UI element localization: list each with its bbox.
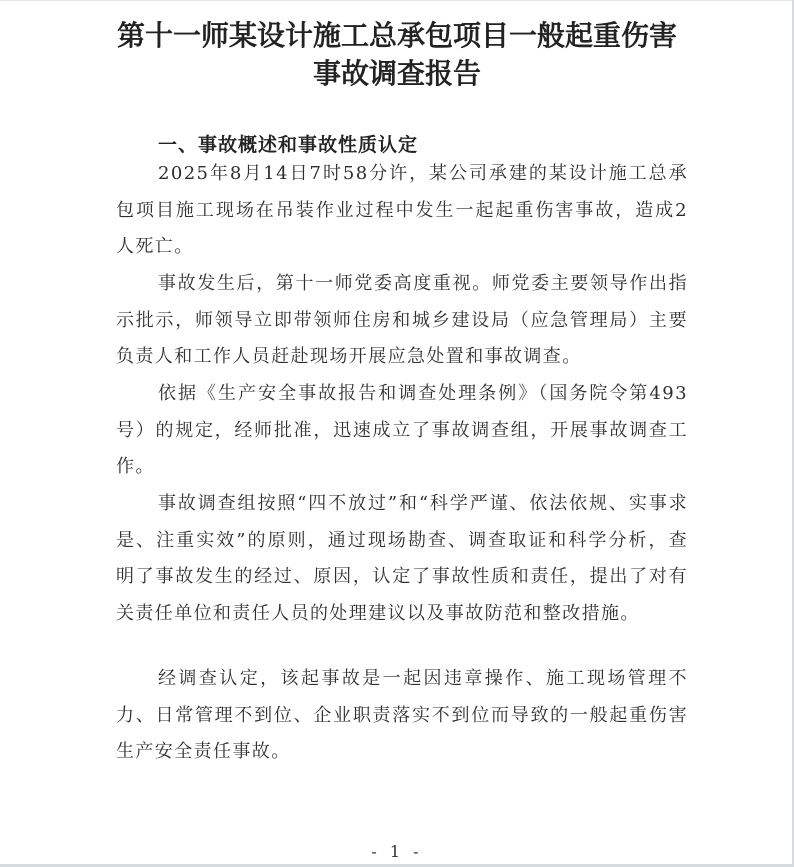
document-title-line-1: 第十一师某设计施工总承包项目一般起重伤害 — [116, 19, 677, 52]
paragraph-legal-basis: 依据《生产安全事故报告和调查处理条例》（国务院令第493号）的规定，经师批准，迅速成立了事故调查组，开展事故调查工作。 — [116, 383, 688, 477]
section-heading: 一、事故概述和事故性质认定 — [158, 134, 419, 156]
paragraph-conclusion: 经调查认定，该起事故是一起因违章操作、施工现场管理不力、日常管理不到位、企业职责落实不到位而导致的一般起重伤害生产安全责任事故。 — [116, 668, 688, 762]
document-title-line-2: 事故调查报告 — [312, 57, 481, 90]
page-top-border — [0, 0, 792, 1]
page-number: - 1 - — [371, 842, 423, 861]
paragraph-investigation-principles: 事故调查组按照“四不放过”和“科学严谨、依法依规、实事求是、注重实效”的原则，通过现场勘查、调查取证和科学分析，查明了事故发生的经过、原因，认定了事故性质和责任，提出了对有关责任单位和责任人员的处理建议以及事故防范和整改措施。 — [116, 493, 688, 624]
paragraph-response: 事故发生后，第十一师党委高度重视。师党委主要领导作出指示批示，师领导立即带领师住房和城乡建设局（应急管理局）主要负责人和工作人员赶赴现场开展应急处置和事故调查。 — [116, 273, 688, 367]
paragraph-accident-overview: 2025年8月14日7时58分许，某公司承建的某设计施工总承包项目施工现场在吊装作业过程中发生一起起重伤害事故，造成2人死亡。 — [116, 163, 688, 257]
